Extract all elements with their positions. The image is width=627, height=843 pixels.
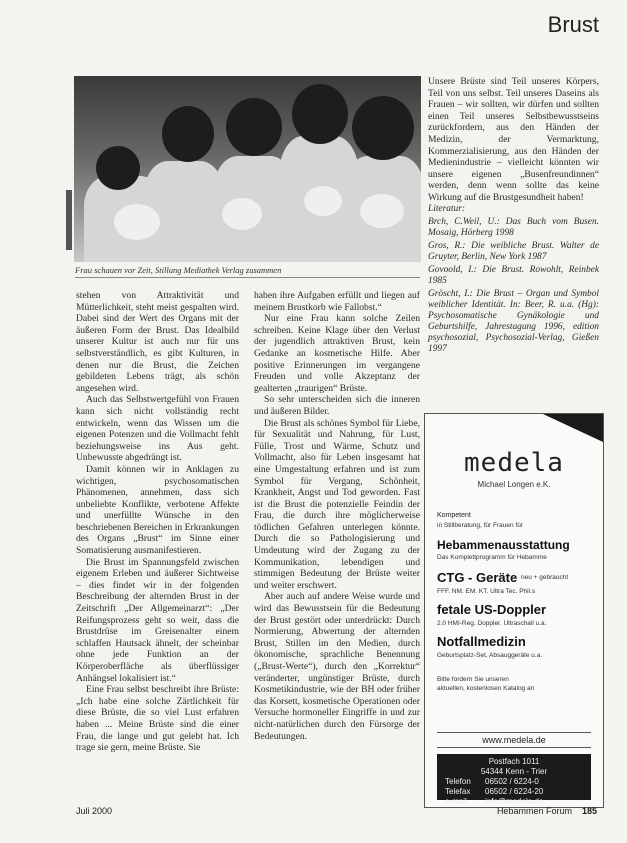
ad-website: www.medela.de [437,732,591,748]
ad-company-name: Michael Longen e.K. [477,480,551,489]
ad-competence-sub: in Stillberatung, für Frauen für [437,522,523,529]
page-number: 185 [581,806,597,816]
ad-note: aktuellen, kostenlosen Katalog an [437,685,535,692]
ad-competence: Kompetent [437,512,471,519]
literature-item: Gros, R.: Die weibliche Brust. Walter de Gruyter, Berlin, New York 1987 [428,240,599,262]
section-title: Brust [547,12,599,37]
article-column-2 [254,290,420,742]
ad-heading-doppler: fetale US-Doppler [437,602,547,617]
medela-advertisement [424,413,604,808]
ad-mail-label: e-mail [445,797,467,806]
paragraph: Eine Frau selbst beschreibt ihre Brüste: „Ich habe eine solche Zärtlichkeit für diese Brüste, die so viel Lust erfahren haben ... Meine Brüste sind die einer Frau, die lange und gut gelebt hat. Ich trage sie gern, meine Brüste. Sie [76,684,239,754]
paragraph: stehen von Attraktivität und Mütterlichkeit, steht meist gespalten wird. Dabei sind der Wert des Organs mit der äußeren Form der Brust. Das Idealbild unserer Kultur ist auch nur für uns selbstverständlich, es gibt Kulturen, in denen nur die Brust, die Zeichen gebildeten Lebens trägt, als schön angesehen wird. [76,290,239,394]
ad-note: Bitte fordern Sie unseren [437,676,509,683]
ad-corner-decoration [543,414,603,442]
paragraph: Aber auch auf andere Weise wurde und wird das Bewusstsein für die Bedeutung der Brust gestört oder unterdrückt: Durch Normierung, Abwertung der alternden Brust, Stillen im den Medien, durch ökonomische, sprachliche Benennung („Brust-Werte“), durch den „Korrektur“ veränderter, ungünstiger Brüste, durch Kosmetikindustrie, wie der BH oder früher das Korsett, kosmetische Operationen oder Versuche hormoneller Eingriffe in und zur nicht-natürlichen durch den Fürsorge der Bedeutungen. [254,591,420,742]
ad-fax-label: Telefax [445,787,471,796]
literature-item: Govoold, I.: Die Brust. Rowohlt, Reinbek 1985 [428,264,599,286]
ad-fax: 06502 / 6224-20 [485,787,544,796]
issue-date: Juli 2000 [76,806,113,816]
ad-equipment-sub: Das Komplettprogramm für Hebamme [437,554,547,561]
ad-tel: 06502 / 6224-0 [485,777,539,786]
article-column-3 [428,76,599,357]
paragraph: Nur eine Frau kann solche Zeilen schreiben. Keine Klage über den Verlust der jugendlich attraktiven Brust, kein Gedanke an kosmetische Hilfe. Aber positive Erinnerungen im vergangene Freuden und volle Akzeptanz der gealterten „traurigen“ Brüste. [254,313,420,394]
paragraph: So sehr unterscheiden sich die inneren und äußeren Bilder. [254,394,420,417]
ad-doppler-sub: 2.0 HMI-Reg. Doppler. Ultraschall u.a. [437,620,547,627]
ad-ctg-tag: neu + gebraucht [521,574,569,581]
journal-name: Hebammen Forum [496,806,572,816]
footer-journal [497,806,597,816]
paragraph: haben ihre Aufgaben erfüllt und liegen auf meinem Brustkorb wie Fallobst.“ [254,290,420,313]
ad-heading-ctg: CTG - Geräte [437,570,518,585]
ad-mail[interactable]: info@medela.de [485,797,544,806]
literature-list [428,204,599,355]
photo-caption: Frau schauen vor Zeit, Stillung Mediathek Verlag zusammen [75,265,420,278]
photo-credit-bar [66,190,72,250]
ad-heading-emergency: Notfallmedizin [437,634,526,649]
ad-address-box [437,754,591,806]
ad-heading-equipment: Hebammenausstattung [437,538,570,552]
literature-heading: Literatur: [428,203,465,214]
breastfeeding-photo [74,76,421,262]
ad-tel-label: Telefon [445,777,471,786]
paragraph: Auch das Selbstwertgefühl von Frauen kann sich nicht vollständig recht entwickeln, wenn das Wissen um die eigenen Potenzen und die Vollmacht fehlt beziehungsweise ins Aus geht. Unbewusste abgedrängt ist. [76,394,239,464]
medela-logo: medela [464,448,564,478]
literature-item: Brch, C.Weil, U.: Das Buch vom Busen. Mosaig, Hörberg 1998 [428,216,599,238]
ad-ctg-sub: FFF. NM. EM. KT. Ultra Tec. Phil.s [437,588,536,595]
ad-emergency-sub: Geburtsplatz-Set, Absauggeräte u.a. [437,652,543,659]
ad-postbox: Postfach 1011 [488,757,540,766]
article-column-1 [76,290,239,754]
literature-item: Gröscht, I.: Die Brust – Organ und Symbol weiblicher Identität. In: Beer, R. u.a. (Hg): Psychosomatische Gynäkologie und Geburtshilfe, Jahrestagung 1996, edition psychosozial, Psychosozial-Verlag, Gießen 1997 [428,288,599,354]
paragraph: Die Brust als schönes Symbol für Liebe, für Sexualität und Nahrung, für Lust, Fülle, Trost und Wärme, Schutz und Vollmacht, also für Leben insgesamt hat eine Umgestaltung erfahren und ist zum Symbol für Vergang, Schönheit, Krankheit, Angst und Tod geworden. Fast ist die Brust die potenzielle Feindin der Frau, die durch ihre möglicherweise tödlichen Gefahren unterlegen könnte. Durch die so Pathologisierung und Umdeutung wird der Zugang zu der Kommunikation, lebendigen und stimmigen Bedeutung der Brüste weiter und weiter erschwert. [254,417,420,591]
ad-city: 54344 Kenn - Trier [480,767,548,776]
paragraph: Damit können wir in Anklagen zu wichtigen, psychosomatischen Phänomenen, annehmen, dass sich unbeliebte Konflikte, verbotene Affekte und unerfüllte Wünsche in den beschriebenen Bereichen in Erkrankungen des Organs „Brust“ im Sinne einer Somatisierung ausmanifestieren. [76,463,239,557]
paragraph: Unsere Brüste sind Teil unseres Körpers, Teil von uns selbst. Teil unseres Daseins als Frauen – wir sollten, wir dürfen und sollten einen Teil unseres Selbstbewusstseins zurückfordern, aus den Händen der Medizin, der Vermarktung, Kommerzialisierung, aus den Händen der Medienindustrie – vielleicht könnten wir unsere eigenen „Busenfreundinnen“ werden, denn wenn sollte das keine Wirkung auf die Brustgesundheit haben! [428,76,599,203]
paragraph: Die Brust im Spannungsfeld zwischen eigenem Erleben und äußerer Sichtweise – dies findet wir in der folgenden Beschreibung der alternden Brust in der Zeitschrift „Der Allgemeinarzt“: „Der Reifungsprozess geht so weit, dass die Brustdrüse im Greisenalter einem schlaffen Hautsack ähnelt, der scheinbar ohne jede Funktion an der Körperoberfläche als überflüssiger Anhängsel lokalisiert ist.“ [76,556,239,684]
